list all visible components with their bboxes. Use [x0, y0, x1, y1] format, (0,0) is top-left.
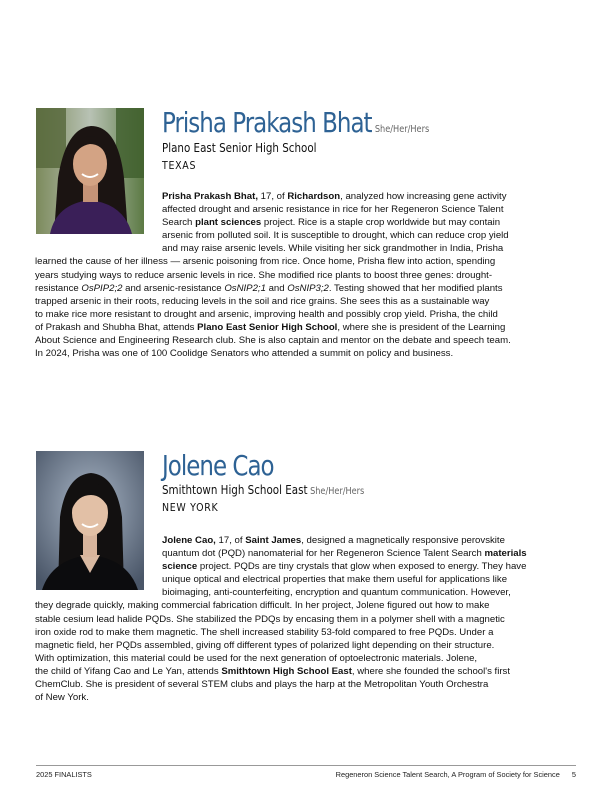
- footer-right: [336, 770, 576, 779]
- profile-name: Prisha Prakash Bhat She/Her/Hers: [162, 106, 430, 139]
- bio-line: Jolene Cao, 17, of Saint James, designed a magnetically responsive perovskite: [162, 535, 505, 546]
- bio-line: ChemClub. She is president of several STEM clubs and plays the harp at the Metropolitan Youth Orchestra: [35, 679, 489, 691]
- bio-line: learned the cause of her illness — arsenic poisoning from rice. Once home, Prisha flew into action, spending: [35, 256, 496, 268]
- state-name: TEXAS: [162, 159, 197, 172]
- bio-line: they degrade quickly, making commercial fabrication difficult. In her project, Jolene figured out how to make: [35, 600, 490, 612]
- footer-divider: [36, 765, 576, 766]
- footer-publication: Regeneron Science Talent Search, A Program of Society for Science: [335, 770, 560, 779]
- bio-line: Search plant sciences project. Rice is a staple crop worldwide but may contain: [162, 217, 501, 229]
- bio-line: and may raise arsenic levels. While visiting her sick grandmother in India, Prisha: [162, 243, 504, 255]
- bio-line: of New York.: [35, 692, 89, 704]
- bio-paragraph: [35, 534, 527, 704]
- bio-line: trapped arsenic in their roots, reducing levels in the soil and rice grains. She sees this as a sustainable way: [35, 295, 490, 307]
- profile-name: Jolene Cao: [162, 449, 274, 482]
- bio-line: quantum dot (PQD) nanomaterial for her Regeneron Science Talent Search materials: [162, 548, 527, 560]
- bio-paragraph: [35, 190, 511, 360]
- bio-line: stable cesium lead halide PQDs. She stabilized the PDQs by encasing them in a polymer shell with a magnetic: [35, 613, 505, 625]
- bio-line: of Prakash and Shubha Bhat, attends Plano East Senior High School, where she is president of the Learning: [35, 321, 506, 333]
- bio-line: science project. PQDs are tiny crystals that glow when exposed to energy. They have: [162, 561, 527, 573]
- bio-line: affected drought and arsenic resistance in rice for her Regeneron Science Talent: [162, 204, 504, 216]
- page-number: 5: [571, 770, 576, 779]
- bio-line: the child of Yifang Cao and Le Yan, attends Smithtown High School East, where she founded the school's first: [35, 665, 511, 677]
- state-name: NEW YORK: [162, 501, 219, 514]
- bio-line: to make rice more resistant to drought and arsenic, improving health and possibly crop yield. Prisha, the child: [35, 308, 498, 320]
- pronouns: She/Her/Hers: [374, 124, 430, 135]
- bio-line: In 2024, Prisha was one of 100 Coolidge Senators who attended a summit on policy and business.: [35, 348, 454, 360]
- footer-left: 2025 FINALISTS: [36, 770, 92, 779]
- bio-line: bioimaging, anti-counterfeiting, encryption and quantum communication. However,: [162, 587, 511, 599]
- bio-line: magnetic field, her PQDs assembled, giving off different types of polarized light depending on their structure.: [35, 639, 495, 651]
- bio-line: years studying ways to reduce arsenic levels in rice. She modified rice plants to boost three genes: drought-: [35, 269, 493, 281]
- bio-line: unique optical and electrical properties that make them useful for applications like: [162, 574, 508, 586]
- bio-line: resistance OsPIP2;2 and arsenic-resistance OsNIP2;1 and OsNIP3;2. Testing showed that her modified plants: [35, 282, 503, 294]
- bio-line: iron oxide rod to make them magnetic. The shell increased stability 53-fold compared to free PQDs. Under a: [35, 626, 494, 638]
- bio-line: arsenic from polluted soil. It is susceptible to drought, which can reduce crop yield: [162, 230, 509, 242]
- bio-line: Prisha Prakash Bhat, 17, of Richardson, analyzed how increasing gene activity: [162, 191, 507, 202]
- bio-line: About Science and Engineering Research club. She is also captain and mentor on the debate and speech team.: [35, 335, 511, 347]
- school-name: Plano East Senior High School: [162, 141, 317, 155]
- school-name: Smithtown High School East She/Her/Hers: [162, 483, 365, 497]
- bio-line: With optimization, this material could be used for the next generation of optoelectronic materials. Jolene,: [35, 652, 478, 664]
- pronouns: She/Her/Hers: [310, 486, 365, 497]
